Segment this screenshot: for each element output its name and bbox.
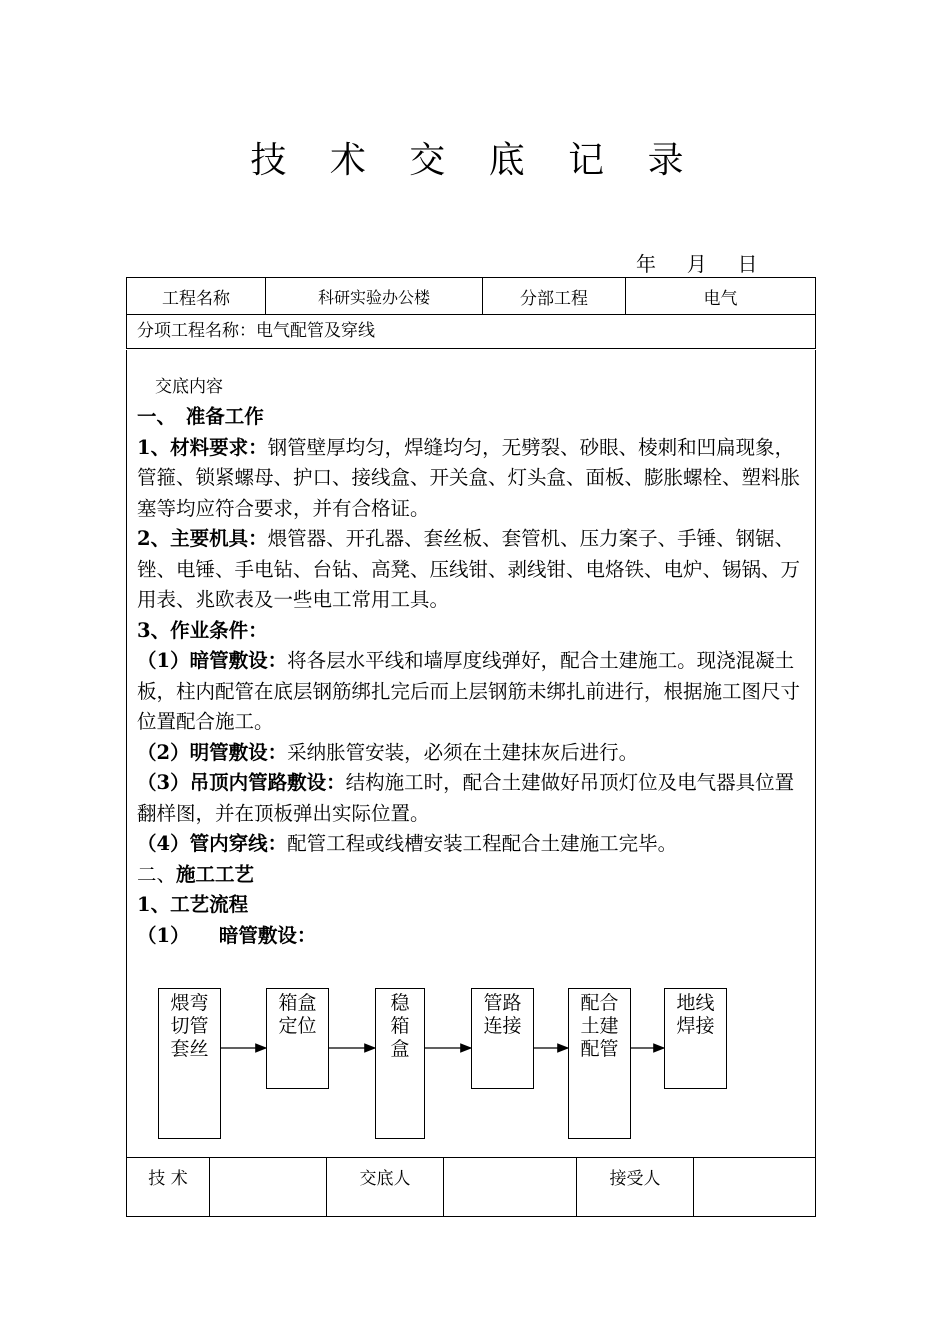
condition-3: （3）吊顶内管路敷设：结构施工时，配合土建做好吊顶灯位及电气器具位置翻样图，并在顶板弹出实际位置。 bbox=[137, 771, 795, 825]
section-1-heading: 一、 准备工作 bbox=[137, 405, 264, 428]
flow-step-3: 稳 箱 盒 bbox=[375, 988, 425, 1139]
material-req: 1、材料要求：钢管壁厚均匀，焊缝均匀，无劈裂、砂眼、棱刺和凹扁现象，管箍、锁紧螺母、护口、接线盒、开关盒、灯头盒、面板、膨胀螺栓、塑料胀塞等均应符合要求，并有合格证。 bbox=[137, 435, 801, 520]
subitem-name: 分项工程名称：电气配管及穿线 bbox=[126, 314, 816, 349]
tech-value bbox=[210, 1158, 327, 1217]
division-label: 分部工程 bbox=[483, 278, 626, 315]
flow-step-6: 地线 焊接 bbox=[664, 988, 727, 1089]
signature-table bbox=[126, 1157, 816, 1217]
tech-label: 技 术 bbox=[127, 1158, 210, 1217]
receiver-value bbox=[694, 1158, 816, 1217]
handover-label: 交底人 bbox=[327, 1158, 444, 1217]
flow-step-1: 煨弯 切管 套丝 bbox=[158, 988, 221, 1139]
flow-step-2: 箱盒 定位 bbox=[266, 988, 329, 1089]
date-day: 日 bbox=[737, 252, 758, 276]
flow-step-4: 管路 连接 bbox=[471, 988, 534, 1089]
main-tools: 2、主要机具：煨管器、开孔器、套丝板、套管机、压力案子、手锤、钢锯、锉、电锤、手电钻、台钻、高凳、压线钳、剥线钳、电烙铁、电炉、锡锅、万用表、兆欧表及一些电工常用工具。 bbox=[137, 527, 801, 611]
receiver-label: 接受人 bbox=[577, 1158, 694, 1217]
content-intro: 交底内容 bbox=[155, 377, 223, 397]
document-title: 技 术 交 底 记 录 bbox=[250, 140, 700, 181]
process-flow-heading: 1、工艺流程 bbox=[137, 893, 249, 916]
condition-1: （1）暗管敷设：将各层水平线和墙厚度线弹好，配合土建施工。现浇混凝土板，柱内配管在底层钢筋绑扎完后而上层钢筋未绑扎前进行，根据施工图尺寸位置配合施工。 bbox=[137, 649, 801, 733]
handover-value bbox=[444, 1158, 577, 1217]
project-name-value: 科研实验办公楼 bbox=[266, 278, 483, 315]
division-value: 电气 bbox=[626, 278, 816, 315]
date-year: 年 bbox=[636, 252, 656, 276]
project-name-label: 工程名称 bbox=[127, 278, 266, 315]
work-conditions-heading: 3、作业条件： bbox=[137, 618, 268, 642]
flow-step-5: 配合 土建 配管 bbox=[568, 988, 631, 1139]
concealed-pipe-heading: （1） 暗管敷设： bbox=[137, 923, 317, 947]
section-2-heading: 二、施工工艺 bbox=[137, 862, 255, 886]
condition-2: （2）明管敷设：采纳胀管安装，必须在土建抹灰后进行。 bbox=[137, 740, 639, 764]
date-month: 月 bbox=[686, 252, 707, 276]
condition-4: （4）管内穿线：配管工程或线槽安装工程配合土建施工完毕。 bbox=[137, 832, 678, 855]
